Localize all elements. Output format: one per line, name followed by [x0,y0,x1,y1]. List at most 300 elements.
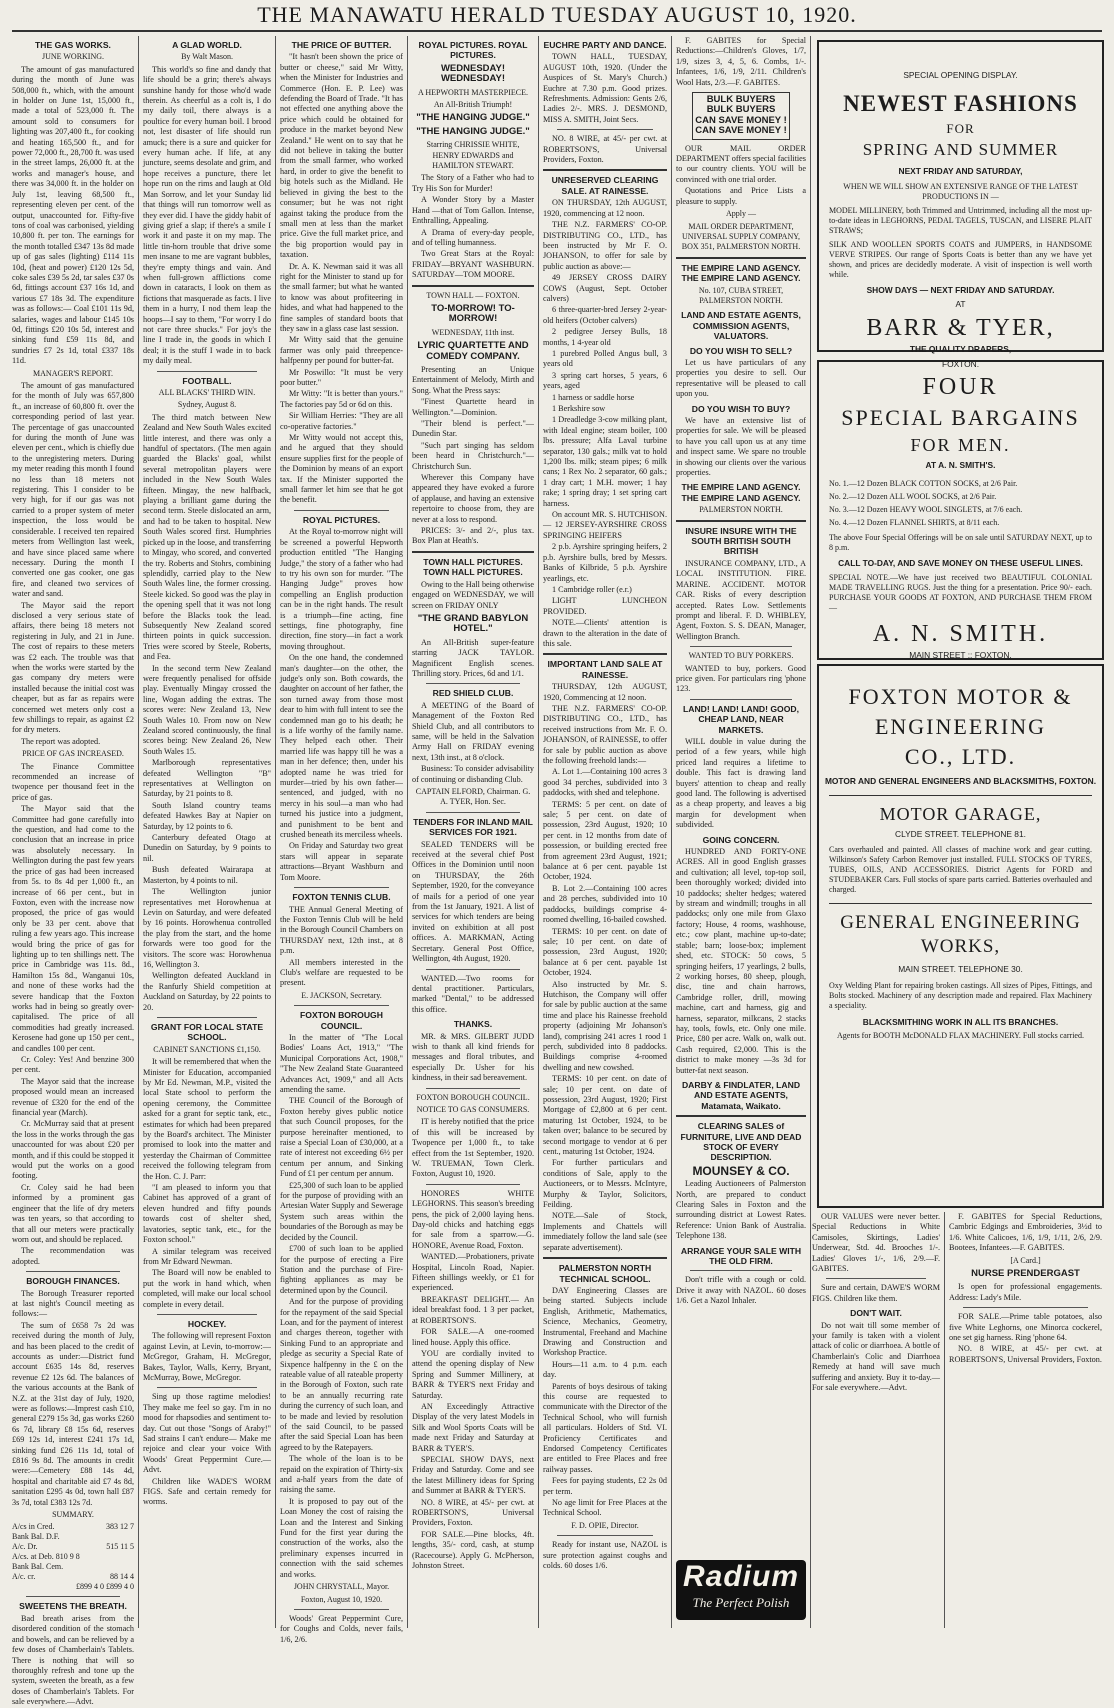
separator [412,551,534,553]
advert-paragraph: FOR SALE.—Prime table potatoes, also five White Leghorns, one Minorca cockerel, one set gig harness. Ring 'phone 64. [949,1312,1102,1343]
tenders-heading: TENDERS FOR INLAND MAIL SERVICES FOR 1921. [413,816,533,838]
column-rule [810,36,811,1628]
empire-heading: THE EMPIRE LAND AGENCY. THE EMPIRE LAND AGENCY. [681,262,801,284]
advert-headline: NEWEST FASHIONS [843,90,1078,116]
advert-line: BLACKSMITHING WORK IN ALL ITS BRANCHES. [862,1016,1059,1027]
advert-paragraph: THE N.Z. FARMERS' CO-OP. DISTRIBUTING CO., LTD., has received instructions from Mr. F. O. JOHANSON, of RAINESSE, to offer for sale by public auction as above the following freehold lands:— [543,703,667,765]
advert-paragraph: Agents for BOOTH McDONALD FLAX MACHINERY. Full stocks carried. [837,1031,1084,1040]
article-paragraph: The Borough Treasurer reported at last night's Council meeting as follows:— [12,1288,134,1319]
separator [557,129,653,130]
summary-row: Bank Bal. D.F. [12,1532,60,1542]
separator [543,1257,667,1259]
advert-paragraph: 1 Dreadledge 3-cow milking plant, with Ideal engine; steam boiler, 100 lbs. pressure; Alfa Laval turbine separator, 130 gals.; milk vat to hold 1,200 lbs. milk; steam pipes; 6 milk cans; 1 Rex No. 2 separator, 60 gals.; 1 dray cart; 1 M.H. mower; 1 hay rake; 1 spring dray; 1 set spring cart harness. [543,415,667,508]
card-label: [A Card.] [1010,1255,1041,1265]
gas-works-subheading: JUNE WORKING. [41,52,105,62]
advert-paragraph: YOU are cordially invited to attend the opening display of New Spring and Summer Millinery, at BARR & TYER'S next Friday and Saturday. [412,1348,534,1400]
advert-paragraph: A MEETING of the Board of Management of the Foxton Red Shield Club, and all contributors to same, will be held in the Salvation Army Hall on FRIDAY evening next, 13th inst., at 8 o'clock. [412,700,534,762]
bulk-line: BULK BUYERS [706,104,776,116]
article-paragraph: "It hasn't been shown the price of butter or cheese," said Mr Witty, when the Minister for Industries and Commerce (Hon. E. P. Lee) was defending the Board of Trade. "It has not effected one anything above the price which could be obtained for produce in the market beyond New Zealand." He went on to say that he did not believe in taking the butter from the small farmer, who worked hard, in order to give the benefit to big hotels such as the Midland. He believed in giving the best to the consumer; but he was not right against taking the produce from the small men at less than the market price. Give the full market price, and the big proportion would pay in taxation. [280,52,403,260]
advert-line: SHOW DAYS — NEXT FRIDAY AND SATURDAY. [866,285,1055,295]
separator [426,1184,520,1185]
separator [543,653,667,655]
article-paragraph: The whole of the loan is to be repaid on the expiration of Thirty-six and a-half years from the date of raising the same. [280,1454,403,1495]
article-paragraph: Cr. Coley: Yes! And benzine 300 per cent. [12,1055,134,1075]
land-agents-heading: LAND AND ESTATE AGENTS, COMMISSION AGENTS, VALUATORS. [681,310,801,342]
summary-row: £899 4 0 £899 4 0 [76,1582,134,1592]
land-sale-heading: IMPORTANT LAND SALE AT RAINESSE. [547,659,663,680]
article-paragraph: Cr. Coley said he had been informed by a prominent gas engineer that the life of dry meters was ten years, so that according to that all our meters were practically worn out, and should be replaced. [12,1182,134,1244]
article-paragraph: All members interested in the Club's welfare are requested to be present. [280,957,403,988]
advert-paragraph: The Story of a Father who had to Try His Son for Murder! [412,173,534,193]
advert-headline: MOTOR GARAGE, [879,803,1042,824]
advert-paragraph: TERMS: 5 per cent. on date of sale; 5 per cent. on date of possession, 23rd August, 1920; 10 per cent. in 12 months from date of possession, or building erected free from agreement 23rd August, 1921; balance at 6 per cent. payable 1st October, 1924. [543,799,667,882]
advert-paragraph: Don't trifle with a cough or cold. Drive it away with NAZOL. 60 doses 1/6. Get a Nazol Inhaler. [676,1275,806,1306]
advert-line: SPECIAL OPENING DISPLAY. [903,70,1018,80]
gas-works-heading: THE GAS WORKS. [35,40,111,50]
advert-line: FOXTON. [941,358,980,369]
glad-world-heading: A GLAD WORLD. [172,40,242,50]
byline: By Walt Mason. [181,52,233,62]
bargain-line: No. 4.—12 Dozen FLANNEL SHIRTS, at 8/11 each. [829,517,1000,527]
article-paragraph: £700 of such loan to be applied for the purpose of erecting a Fire Station and the purchase of Fire-fighting appliances as may be determined upon by the Council. [280,1244,403,1295]
advert-paragraph: 1 Berkshire sow [552,404,606,413]
advert-paragraph: WANTED.—Probationers, private Hospital, Lincoln Road, Napier. Fifteen shillings weekly, or £1 for experienced. [412,1252,535,1293]
advert-paragraph: 3 spring cart horses, 5 years, 6 years, aged [543,370,667,391]
football-heading: FOOTBALL. [182,375,232,386]
clearing-sale-heading: UNRESERVED CLEARING SALE. AT RAINESSE. [551,175,659,196]
article-paragraph: The amount of gas manufactured during the month of June was 508,000 ft., which, with the amount in holder on June 1st, 15,000 ft., made a total of 523,000 ft. The amount sold to consumers for lighting was 207,400 ft., for cooking and heating 165,500 ft., and for power 72,000 ft., 28,700 ft. was used in the street lamps, 26,000 ft. at the works and manager's house, and there was 34,000 ft. in the holder on July 1st, leaving 68,500 ft., representing eleven per cent. of the output, unaccounted for. Fifty-five tons of coal was carbonised, yielding 10,800 ft. per ton. The earnings for the month totalled £347 13s 8d made up of gas sales (lighting) £114 11s 10d, (heat and power) £120 12s 5d, coke sales £39 5s 2d, tar sales £37 0s 6d, fittings account £37 16s 1d, and various £7 18s 3d. The expenditure was as follows:— Coal £101 11s 9d, salaries, wages and labour £145 10s 0d, fittings £20 10s 5d, interest and sinking fund £59 11s 8d, and sundries £7 2s 1d, total £337 18s 11d. [12,64,134,366]
advert-paragraph: NO. 8 WIRE, at 45/- per cwt. at ROBERTSON'S, Universal Providers, Foxton. [949,1344,1102,1364]
advert-paragraph: MR. & MRS. GILBERT JUDD wish to thank all kind friends for messages and floral tributes, and especially Dr. Usher for his kindness, in their sad bereavement. [412,1031,534,1083]
council-heading: FOXTON BOROUGH COUNCIL. [300,1010,383,1031]
article-paragraph: The Wellington junior representatives met Horowhenua at Levin on Saturday, and were defeated by 16 points. Horowhenua controlled the play from the start, and the home forwards were too good for the visitors. The score was: Horowhenua 16, Wellington 3. [143,887,271,969]
signature: CAPTAIN ELFORD, Chairman. G. A. TYER, Hon. Sec. [415,787,531,807]
bulk-line: CAN SAVE MONEY ! [695,125,787,137]
foxton-motor-advert [817,664,1104,1208]
advert-paragraph: On account MR. S. HUTCHISON.— 12 JERSEY-AYRSHIRE CROSS SPRINGING HEIFERS [543,510,667,540]
advert-headline: GENERAL ENGINEERING [840,912,1081,933]
advert-line: CALL TO-DAY, AND SAVE MONEY ON THESE USEFUL LINES. [838,557,1083,568]
sweetens-heading: SWEETENS THE BREATH. [19,1601,127,1612]
advert-paragraph: SPECIAL NOTE.—We have just received two BEAUTIFUL COLONIAL MADE TRAVELLING RUGS. Just the thing for a presentation. Price 90/- each. PURCHASE YOUR GOODS AT FOXTON, AND PURCHASE THEM FROM — [829,573,1092,612]
advert-paragraph: We have an extensive list of properties for sale. We will be pleased to have you call upon us at any time and inspect same. We spare no trouble in showing our clients over the various properties. [676,416,806,478]
separator [157,1387,257,1388]
article-paragraph: The recommendation was adopted. [12,1246,134,1266]
advert-paragraph: An All-British super-feature starring JACK TAYLOR. Magnificent English scenes. Thrilling story. Prices, 6d and 1/1. [412,637,534,678]
column-2 [143,36,271,1628]
advert-headline: SPRING AND SUMMER [862,139,1059,159]
article-paragraph: And for the purpose of providing for the repayment of the said Special Loan, and for the payment of interest and charges thereon, together with Sinking Fund to an appropriate and pledge as security a Special Rate of Sixpence halfpenny in the £ on the rateable value of all rateable property in the Borough of Foxton, such rate to be an annually recurring rate during the currency of such loan, and to be made and levied by resolution of the said Council, to be passed after the said Special Loan has been agreed to by the Ratepayers. [280,1297,403,1452]
babylon-title: "THE GRAND BABYLON HOTEL." [417,612,529,635]
advert-paragraph: Woods' Great Peppermint Cure, for Coughs and Colds, never fails, 1/6, 2/6. [280,1613,403,1644]
football-subheading: ALL BLACKS' THIRD WIN. [158,388,256,397]
advert-paragraph: PRICES: 3/- and 2/-, plus tax. Box Plan at Heath's. [412,526,534,546]
column-5 [543,36,667,1628]
advert-paragraph: TERMS: 10 per cent. on date of sale; 10 per cent. on date of possession, 23rd August, 1920; First Mortgage of £2,800 at 6 per cent. maturing 1st October, 1924, to be taken over; balance to be secured by second mortgage to vendor at 6 per cent., maturing 1st October, 1924. [543,1074,667,1157]
column-rule [407,36,408,1628]
advert-paragraph: No age limit for Free Places at the Technical School. [543,1498,667,1518]
advert-paragraph: SILK AND WOOLLEN SPORTS COATS and JUMPERS, in HANDSOME VERVE STRIPES. Our range of Sports Coats is better than any we have yet shown, and prices are decidedly moderate. A visit of inspection is well worth while. [829,240,1092,279]
separator [676,257,806,259]
advert-paragraph: Oxy Welding Plant for repairing broken castings. All sizes of Pipes, Fittings, and Bolts stocked. Machinery of any description made and repaired. Flax Machinery a speciality. [829,980,1092,1010]
advert-paragraph: 2 pedigree Jersey Bulls, 18 months, 1 4-year old [543,327,667,347]
clearing-sales-heading: CLEARING SALES of FURNITURE, LIVE AND DEAD STOCK OF EVERY DESCRIPTION. [680,1121,802,1163]
article-paragraph: The following will represent Foxton against Levin, at Levin, to-morrow:— McGregor, Graham, H. McGregor, Bakes, Taylor, Walls, Kerry, Bryant, McMurray, Bowe, McGregor. [143,1331,271,1382]
bulk-line: CAN SAVE MONEY ! [695,114,787,126]
article-paragraph: Bush defeated Wairarapa at Masterton, by 4 points to nil. [143,865,271,885]
article-paragraph: Bad breath arises from the disordered condition of the stomach and bowels, and can be relieved by a few doses of Chamberlain's Tablets. There is nothing that will so thoroughly refresh and tone up the system, sweeten the breath, as a few doses of Chamberlain's Tablets. For sale everywhere.—Advt. [12,1613,134,1707]
bargain-line: No. 1.—12 Dozen BLACK COTTON SOCKS, at 2/6 Pair. [829,478,1018,488]
advert-headline: BARR & TYER, [866,315,1055,341]
advert-paragraph: WANTED to buy, porkers. Good price given. For particulars ring 'phone 123. [676,663,806,694]
royal-ad-day: WEDNESDAY! WEDNESDAY! [440,62,506,85]
advert-paragraph: LIGHT LUNCHEON PROVIDED. [543,596,667,616]
advert-line: MAIN STREET :: FOXTON. [909,650,1012,660]
advert-line: MAIL ORDER DEPARTMENT, UNIVERSAL SUPPLY COMPANY, BOX 351, PALMERSTON NORTH. [681,221,801,252]
arrange-line: ARRANGE YOUR SALE WITH THE OLD FIRM. [680,1245,802,1267]
advert-paragraph: NO. 8 WIRE, at 45/- per cwt. at ROBERTSON'S, Universal Providers, Foxton. [412,1497,534,1528]
article-paragraph: The report was adopted. [21,736,101,746]
insure-heading: INSURE INSURE WITH THE SOUTH BRITISH SOUTH BRITISH [685,525,797,557]
advert-paragraph: A. Lot 1.—Containing 100 acres 3 good 34 perches, subdivided into 3 paddocks, with shed and telephone. [543,767,667,798]
porkers-heading: WANTED TO BUY PORKERS. [688,651,794,661]
dont-wait-heading: DON'T WAIT. [850,1308,902,1319]
article-paragraph: South Island country teams defeated Hawkes Bay at Napier on Saturday, by 12 points to 6. [143,800,271,831]
advert-paragraph: Let us have particulars of any properties you desire to sell. Our representative will be pleased to call upon you. [676,357,806,399]
nurse-heading: NURSE PRENDERGAST [971,1268,1080,1280]
redshield-heading: RED SHIELD CLUB. [432,688,514,699]
advert-paragraph: "Their blend is perfect."—Dunedin Star. [412,419,534,439]
advert-paragraph: Wherever this Company have appeared they have evoked a furore of applause, and having an extensive repertoire to choose from, they are never at a loss to respond. [412,473,534,524]
butter-heading: THE PRICE OF BUTTER. [291,40,392,50]
empire2-address: PALMERSTON NORTH. [699,505,783,515]
column-6 [676,36,806,1628]
advert-paragraph: NOTE.—Clients' attention is drawn to the alteration in the date of this sale. [543,618,667,648]
summary-row: A/cs. at Deb. 810 9 8 [12,1552,80,1562]
advert-paragraph: Parents of boys desirous of taking this course are requested to communicate with the Director of the Technical School, who will furnish all particulars. Holders of Std. VI. Proficiency Certificates and Endorsed Competency Certificates are entitled to Free Places and free railway passes. [543,1381,667,1474]
advert-paragraph: Ready for instant use, NAZOL is sure protection against coughs and colds. 60 doses 1/6. [543,1540,667,1571]
empire-address: No. 107, CUBA STREET, PALMERSTON NORTH. [698,285,784,305]
article-paragraph: THE Annual General Meeting of the Foxton Tennis Club will be held in the Borough Council Chambers on THURSDAY next, 12th inst., at 8 p.m. [280,904,403,956]
article-paragraph: The Mayor said that the increase proposed would mean an increased revenue of £320 for the end of the financial year (March). [12,1076,134,1118]
advert-line: AT [955,298,966,309]
townhall-line: TOWN HALL — FOXTON. [426,290,520,300]
separator [690,699,792,700]
advert-headline: WORKS, [920,936,1001,957]
article-paragraph: On Friday and Saturday two great stars will appear in separate attractions—Bryant Washburn and Tom Moore. [280,841,403,882]
separator [829,903,1092,904]
advert-paragraph: Hours—11 a.m. to 4 p.m. each day. [543,1359,667,1380]
radium-tagline: The Perfect Polish [692,1595,790,1610]
summary-row: Bank Bal. Cem. [12,1562,64,1572]
advert-paragraph: "Such part singing has seldom been heard in Christchurch."—Christchurch Sun. [412,440,534,471]
article-paragraph: In the second term New Zealand were frequently penalised for offside play. Eventually Mingay crossed the line, Wogan adding the extras. The scores were: New Zealand 13, New South Wales 10. From now on New Zealand scored continuously, the final scores being: New Zealand 26, New South Wales 15. [143,663,271,756]
advert-paragraph: WILL double in value during the period of a few years, while high priced land requires a lifetime to double. This fact is drawing land buyers' attention to cheap and really good land. The following is advertised as a cheap property, and leaves a big margin for development when subdivided. [676,736,806,830]
separator [157,1017,257,1018]
royal-ad-title: "THE HANGING JUDGE." [416,112,530,124]
empire2-heading: THE EMPIRE LAND AGENCY. THE EMPIRE LAND AGENCY. [681,482,801,503]
advert-paragraph: Sing up those ragtime melodies! They make me feel so gay. I'm in no mood for rhapsodies and sentiment to-day. Cut out those "Songs of Araby!" Sad strains I can't endure— Make me rejoice and clear your voice With Woods' Great Peppermint Cure.—Advt. [143,1392,271,1475]
article-paragraph: Mr Witty said that the genuine farmer was only paid threepence-halfpenny per pound for butter-fat. [280,335,403,366]
separator [426,969,520,970]
advert-line: CLYDE STREET. TELEPHONE 81. [895,828,1026,839]
royal-ad-line: An All-British Triumph! [433,100,513,110]
article-paragraph: THE Council of the Borough of Foxton hereby gives public notice that such Council proposes, for the purpose hereinafter mentioned, to raise a Special Loan of £30,000, at a rate of interest not exceeding 6½ per centum per annum, and Sinking Fund of £1 per centum per annum. [280,1096,403,1179]
advert-paragraph: Children like WADE'S WORM FIGS. Safe and certain remedy for worms. [143,1476,271,1507]
advert-paragraph: For further particulars and conditions of Sale, apply to the Auctioneers, or to Messrs. McIntyre, Murphy & Taylor, Solicitors, Feilding. [543,1158,667,1210]
mounsey-name: MOUNSEY & CO. [692,1163,790,1178]
separator [963,1307,1088,1308]
borough-finances-heading: BOROUGH FINANCES. [26,1276,120,1287]
bottom-ads-right [949,1212,1102,1628]
advert-paragraph: 1 purebred Polled Angus bull, 3 years old [543,348,667,369]
article-paragraph: In the matter of "The Local Bodies' Loans Act, 1913," "The Municipal Corporations Act, 1908," "The New Zealand State Guaranteed Advances Act, 1909," and all Acts amending the same. [280,1032,403,1094]
advert-paragraph: WHEN WE WILL SHOW AN EXTENSIVE RANGE OF THE LATEST PRODUCTIONS IN — [843,182,1078,201]
technical-school-heading: PALMERSTON NORTH TECHNICAL SCHOOL. [558,1263,652,1284]
advert-paragraph: AN Exceedingly Attractive Display of the very latest Models in Silk and Wool Sports Coats will be made next Friday and Saturday at BARR & TYER'S. [412,1401,534,1453]
advert-paragraph: 1 harness or saddle horse [552,392,635,402]
advert-paragraph: Owing to the Hall being otherwise engaged on WEDNESDAY, we will screen on FRIDAY ONLY [412,579,535,610]
article-paragraph: Canterbury defeated Otago at Dunedin on Saturday, by 9 points to nil. [143,833,271,863]
article-paragraph: £25,300 of such loan to be applied for the purpose of providing with an Artesian Water Supply and Sewerage System such areas within the boundaries of the Borough as may be decided by the Council. [280,1180,403,1242]
column-1 [12,36,134,1707]
advert-headline: SPECIAL BARGAINS [841,405,1080,430]
advert-headline: FOUR [922,374,999,400]
advert-line: FOR [946,120,975,136]
article-paragraph: Mr Witty: "It is better than yours." The factories pay 5d or 6d on this. [280,389,403,409]
separator [294,1609,389,1610]
separator [690,646,792,647]
separator [157,371,257,372]
advert-paragraph: HONORES WHITE LEGHORNS. This season's breeding pens, the pick of 2,000 laying hens. Day-old chicks and hatching eggs for sale from a sparrow.—G. HONORE, Avenue Road, Foxton. [412,1188,534,1250]
radium-logo-text: Radium [682,1560,799,1593]
advert-paragraph: OUR VALUES were never better. Special Reductions in White Camisoles, Skirtings, Ladies' Underwear, Std. 4d. Brooches 1/-. Ladies' Gloves 1/-, 1/6, 2/9.—F. GABITES. [812,1212,940,1274]
advert-paragraph: F. GABITES for Special Reductions:—Children's Gloves, 1/7, 1/9, sizes 3, 4, 5, 6. Combs, 1/-. Infantees, 1/6, 1/9, 2/11. Children's Wool Hats, 2/3.—F. GABITES. [676,36,806,87]
advert-headline: CO., LTD. [904,744,1017,769]
advert-paragraph: INSURANCE COMPANY, LTD., A LOCAL INSTITUTION. FIRE. MARINE. ACCIDENT. MOTOR CAR. Risks of every description accepted. Rates Low. Settlements prompt and liberal. F. D. WHIBLEY, Agent, Foxton. S. S. DEAN, Manager, Wellington Branch. [676,558,806,641]
article-paragraph: "I am pleased to inform you that Cabinet has approved of a grant of eleven hundred and fifty pounds towards cost of shelter shed, lavatories, septic tank, etc., for the Foxton school." [143,1183,271,1245]
separator [826,1278,926,1279]
advert-line: MAIN STREET. TELEPHONE 30. [898,964,1023,974]
advert-paragraph: THURSDAY, 12th AUGUST, 1920, Commencing at 12 noon. [543,682,667,702]
royal-pictures-heading: ROYAL PICTURES. [302,514,381,525]
consumers-heading: FOXTON BOROUGH COUNCIL. [416,1092,530,1102]
article-paragraph: The amount of gas manufactured for the month of July was 657,800 ft., an increase of 60,800 ft. over the corresponding period of last year. The percentage of gas unaccounted for during the month of June was eleven per cent., which is chiefly due to the unregistering meters. During my meter reading this month I found no less than 18 meters not registering. This I consider to be very high, for if our gas was not carried to a proper system of meter inspection, the loss would be considerable. I received ten repaired meters from Wellington last week, and have since placed same where necessary. During the month I converted one gas cooker, one gas fire, and cleaned two services of water and sand. [12,381,134,599]
summary-row: A/cs in Cred. 383 12 7 [12,1522,134,1532]
advert-paragraph: BREAKFAST DELIGHT.— An ideal breakfast food. 1 3 per packet, at ROBERTSON'S. [412,1294,534,1325]
column-rule [138,36,139,1628]
townpics-heading: TOWN HALL PICTURES. TOWN HALL PICTURES. [423,556,523,578]
advert-paragraph: OUR MAIL ORDER DEPARTMENT offers special facilities to our country clients. YOU will be convinced with one trial order. [676,143,806,184]
land-cheap-heading: LAND! LAND! LAND! GOOD, CHEAP LAND, NEAR MARKETS. [683,703,799,735]
bulk-line: BULK BUYERS [706,94,776,106]
column-rule [538,36,539,1628]
advert-line: MOTOR AND GENERAL ENGINEERS AND BLACKSMITHS, FOXTON. [824,776,1097,786]
separator [690,1270,792,1271]
column-rule [275,36,276,1628]
separator [294,887,389,888]
advert-line: Apply — [726,209,756,219]
article-paragraph: Wellington defeated Auckland in the Ranfurly Shield competition at Auckland on Saturday, by 22 points to 20. [143,971,271,1012]
article-paragraph: The third match between New Zealand and New South Wales excited little interest, and there was only a handful of spectators. (The men again guarded the Blacks' goal, whilst several metropolitan players were included in the New South Wales fifteen. Mingay, the new halfback, playing a brilliant game during the second term. Steele dislocated an arm, and had to be taken to hospital. New South Wales scored first. Humphries picked up in the loose, and transferring to Mingay, who scored, and converted the try. Roberts and Stohrs, combining splendidly, carried play to the New South Wales line, the former crossing. Steele kicked. So good was the play in the opening spell that it was not long before the Blacks took the lead. Subsequently New Zealand scored thirteen points in quick succession. Tries were scored by Steele, Roberts, and Fea. [143,412,272,662]
dateline: Sydney, August 8. [177,400,237,410]
buy-heading: DO YOU WISH TO BUY? [691,403,791,414]
advert-line: THE QUALITY DRAPERS, [909,344,1012,354]
advert-paragraph: NO. 8 WIRE, at 45/- per cwt. at ROBERTSON'S, Universal Providers, Foxton. [543,134,667,165]
signature: E. JACKSON, Secretary. [301,990,382,1000]
sell-heading: DO YOU WISH TO SELL? [689,345,793,356]
lyric-heading: LYRIC QUARTETTE AND COMEDY COMPANY. [417,340,529,362]
thanks-heading: THANKS. [453,1019,493,1030]
article-paragraph: A similar telegram was received from Mr Edward Newman. [143,1246,271,1266]
grant-subheading: CABINET SANCTIONS £1,150. [153,1044,261,1054]
advert-paragraph: B. Lot 2.—Containing 100 acres and 28 perches, subdivided into 10 paddocks, buildings comprise 4-roomed dwelling, 16-bailed cowshed. [543,883,667,925]
bargain-line: No. 3.—12 Dozen HEAVY WOOL SINGLETS, at 7/6 each. [829,504,1023,514]
radium-polish-logo [676,1560,806,1620]
masthead-rule [12,30,1102,32]
article-paragraph: Mr Witty would not accept this, and he argued that they should ensure supplies first for the people of the Dominion by means of an export tax. If the Minister supported the small farmer let him see that he got the benefit. [280,433,403,505]
advert-paragraph: "Finest Quartette heard in Wellington."—Dominion. [412,397,534,417]
dateline: Foxton, August 10, 1920. [300,1594,383,1604]
an-smith-advert [817,360,1104,660]
separator [157,1314,257,1315]
advert-paragraph: TOWN HALL, TUESDAY, AUGUST 10th, 1920. (Under the Auspices of St. Mary's Church.) Euchre at 7.30 p.m. Good prizes. Refreshments. Admission: Gents 2/6, Ladies 2/-. MRS. J. DESMOND, MISS A. SMITH, Joint Secs. [543,52,667,124]
column-rule [944,1212,945,1628]
advert-headline: FOXTON MOTOR & [848,684,1073,709]
separator [294,510,389,511]
separator [676,1115,806,1117]
separator [426,812,520,813]
article-paragraph: Cr. McMurray said that at present the loss in the works through the gas unaccounted for was about £20 per month, and if this could be stopped it would put the works on a good footing. [12,1119,134,1181]
advert-paragraph: F. GABITES for Special Reductions, Cambric Edgings and Embroideries, 3½d to 1/6. White Calicoes, 1/6, 1/9, 1/11, 2/6, 2/9. Bootees, Infantees.—F. GABITES. [949,1212,1102,1253]
separator [426,1088,520,1089]
separator [426,683,520,684]
advert-line: NEXT FRIDAY AND SATURDAY, [898,165,1023,176]
article-paragraph: The sum of £658 7s 2d was received during the month of July, and has been placed to the credit of accounts as under:—District fund account £635 14s 8d, reserves revenue £2 12s 6d. The balances of the various accounts at the Bank of N.Z. at the 31st day of July, 1920, were as follows:—Imprest cash £10, general £279 15s 3d, gas works £260 6s 7d, library £8 15s 6d, reserves £69 12s 1d, interest £241 17s 1d, sinking fund £26 11s 1d, total of £816 9s 8d. The amounts in credit were:—Cemetery £88 14s 4d, hospital and charitable aid £7 4s 8d, sanitation £295 4s 0d, town hall £87 3s 7d, total £383 12s 7d. [12,1320,134,1507]
grant-heading: GRANT FOR LOCAL STATE SCHOOL. [150,1021,264,1043]
advert-paragraph: DAY Engineering Classes are being started. Subjects include English, Arithmetic, Mathematics, Science, Mechanics, Geometry, Instrumental, Freehand and Machine Drawing and Construction and Workshop Practice. [543,1285,667,1358]
article-paragraph: This world's so fine and dandy that life should be a grin; there's always sunshine handy for those who'd wade therein. As cheerful as a colt is, I do my daily toil, there always is a poultice for every human boil. I brood not, lest disaster of life should run amuck; there is a sure and quicker for every human ache. If life, at any juncture, seems desolate and grim, and hope receives a puncture, there let hope run on the rims and laugh at Old Man Sorrow, and let your Sunday lid that things will run tomorrow well as they ever did. I have the giddy habit of giving grief a slap; if there's a smile I work it and paste it on my map. The little tin-horn trouble that drive some men insane to me are vagrant bubbles, they're empty things and vain. And when full-grown afflictions come down in cataracts, I look on them as fictions that masquerade as facts. I live them in a hurry, I nod them leap the hoops—I say to them, "For worry I do not care three shucks." For joy's the line I trade in, the goods in which I deal; it is the stuff I wade in to back my daily meal. [143,64,271,366]
advert-line: AT A. N. SMITH'S. [925,460,996,470]
barr-tyer-advert [817,40,1104,369]
euchre-heading: EUCHRE PARTY AND DANCE. [543,40,667,50]
advert-paragraph: Also instructed by Mr. S. Hutchison, the Company will offer for sale by public auction at the same time and place his Rainesse freehold property (adjoining Mr Johanson's land), comprising 241 acres 1 rood 1 perch, subdivided into 8 paddocks. Buildings comprise 4-roomed dwelling and new cowshed. [543,979,667,1072]
article-paragraph: Dr. A. K. Newman said it was all right for the Minister to stand up for the small farmer; but what he wanted to know was about profiteering in hides, and what had happened to the fine samples of standard boots that they saw in a glass case last session. [280,261,403,333]
royal-ad-title: "THE HANGING JUDGE." [416,125,530,137]
tomorrow-line: TO-MORROW! TO-MORROW! [431,302,515,325]
separator [543,169,667,171]
advert-paragraph: FOR SALE.—A one-roomed lined house. Apply this office. [412,1327,534,1347]
separator [412,285,534,287]
summary-row: A/c. Dr. 515 11 5 [12,1542,134,1552]
advert-paragraph: Is open for professional engagements. Address: Lady's Mile. [949,1282,1102,1302]
separator [829,795,1092,796]
advert-paragraph: SPECIAL SHOW DAYS, next Friday and Saturday. Come and see the latest Millinery ideas for Spring and Summer at BARR & TYER'S. [412,1454,534,1496]
bottom-ads-left [812,1212,940,1628]
advert-paragraph: Presenting an Unique Entertainment of Melody, Mirth and Song. What the Press says: [412,364,534,395]
summary-row: A/c. cr. 88 14 4 [12,1572,134,1582]
article-paragraph: It is proposed to pay out of the Loan Money the cost of raising the Loan and the Interest and Sinking Fund for the first year during the construction of the works, also the preliminary expenses incurred in connection with the said schemes and works. [280,1496,403,1579]
separator [26,1271,120,1272]
article-paragraph: The Board will now be enabled to put the work in hand which, when completed, will make our local school complete in every detail. [143,1268,271,1309]
advert-paragraph: Do not wait till some member of your family is taken with a violent attack of colic or diarrhoea. A bottle of Chamberlain's Colic and Diarrhoea Remedy at hand will save much suffering and anxiety. Buy it to-day.—For sale everywhere.—Advt. [812,1320,940,1393]
article-paragraph: It will be remembered that when the Minister for Education, accompanied by Mr Ed. Newman, M.P., visited the local State school to perform the opening ceremony, the Committee asked for a grant for septic tank, etc., estimates for which had been prepared by the Board's architect. The Minister promised to look into the matter and yesterday the Chairman of Committee received the following telegram from the Hon. C. J. Parr: [143,1057,271,1181]
column-4 [412,36,534,1628]
separator [557,1535,653,1536]
advert-paragraph: NOTE.—Sale of Stock, Implements and Chattels will immediately follow the land sale (see separate advertisement). [543,1211,667,1252]
advert-headline: ENGINEERING [874,714,1047,739]
royal-ad-starring: Starring CHRISSIE WHITE, HENRY EDWARDS and HAMILTON STEWART. [426,140,520,171]
advert-paragraph: Two Great Stars at the Royal: FRIDAY—BRYANT WASHBURN. SATURDAY—TOM MOORE. [412,249,534,280]
summary-table [12,1522,134,1592]
advert-paragraph: IT is hereby notified that the price of this will be increased by Twopence per 1,000 ft., to take effect from the 1st September, 1920. W. TRUEMAN, Town Clerk. Foxton, August 10, 1920. [412,1117,534,1179]
darby-line: DARBY & FINDLATER, LAND AND ESTATE AGENTS, Matamata, Waikato. [681,1079,801,1111]
article-paragraph: Marlborough representatives defeated Wellington "B" representatives at Wellington on Saturday, by 21 points to 8. [143,758,271,799]
signature: F. D. OPIE, Director. [571,1520,639,1530]
tennis-heading: FOXTON TENNIS CLUB. [292,892,391,903]
article-paragraph: The Mayor said that the Committee had gone carefully into the question, and had come to the conclusion that an increase in price was absolutely necessary. In Wellington during the past few years the price of gas had been increased from 5s. to 8s 4d per 1,000 ft., an increase of 66 per cent., but in Foxton, even with the increase now proposed, the price of gas would only be 33 per cent. above that ruling a few years ago. This increase would bring the price of gas for lighting up to ten shillings nett. The price in Cambridge was 11s. 8d., Hamilton 15s 8d., Wanganui 10s, and none of these works had the severe handicap that the Foxton works had in being so greatly over-capitalised. The price of all commodities had greatly increased. Kerosene had gone up 150 per cent., and candles 100 per cent. [12,804,134,1053]
article-paragraph: The Mayor said the report disclosed a very serious state of affairs, there being 18 meters not registering in July, and 21 in June. The cost of repairs to these meters was £2 each. The trouble was that when the works were started by the gas company dry meters were installed because the initial cost was cheaper, but as far as repairs were concerned wet meters only cost a few shillings to repair, as against £2 for dry meters. [12,600,134,735]
bulk-buyers-box [692,92,790,140]
advert-paragraph: WANTED.—Two rooms for dental practitioner. Particulars, marked "Dental," to be addressed this office. [412,973,534,1014]
consumers-heading: NOTICE TO GAS CONSUMERS. [416,1104,530,1114]
advert-paragraph: 2 p.b. Ayrshire springing heifers, 2 p.b. Ayrshire bulls, bred by Messrs. Banks of Kilbride, 5 p.b. Ayrshire yearlings, etc. [543,542,667,583]
royal-ad-line: A HEPWORTH MASTERPIECE. [418,87,528,97]
advert-headline: FOR MEN. [910,435,1011,455]
column-3 [280,36,403,1644]
separator [26,1596,120,1597]
advert-paragraph: 1 Cambridge roller (e.r.) [552,584,632,594]
article-paragraph: The Finance Committee recommended an increase of twopence per thousand feet in the price of gas. [12,761,134,802]
advert-paragraph: 6 three-quarter-bred Jersey 2-year-old heifers (October calvers) [543,305,667,325]
separator [294,1005,389,1006]
going-concern-heading: GOING CONCERN. [702,834,780,845]
advert-paragraph: TERMS: 10 per cent. on date of sale; 10 per cent. on date of possession, 23rd August, 1920; balance at 6 per cent. payable 1st October, 1924. [543,926,667,978]
advert-paragraph: A Drama of every-day people, and of telling humanness. [412,227,534,247]
separator [676,520,806,522]
bargain-line: No. 2.—12 Dozen ALL WOOL SOCKS, at 2/6 Pair. [829,491,997,501]
article-paragraph: At the Royal to-morrow night will be screened a powerful Hepworth production entitled "The Hanging Judge," the story of a father who had to try his own son for murder. "The Hanging Judge" proves how compelling an English production can be in the right hands. The result is a triumph—fine acting, fine settings, fine photography, fine direction, fine story—in fact a work moving throughout. [280,527,403,651]
column-rule [671,36,672,1628]
advert-headline: A. N. SMITH. [872,621,1049,647]
date-line: WEDNESDAY, 11th inst. [431,327,515,337]
signature: JOHN CHRYSTALL, Mayor. [293,1582,390,1592]
article-paragraph: Sir William Herries: "They are all co-operative factories." [280,411,403,431]
advert-paragraph: SEALED TENDERS will be received at the several chief Post Offices in the Dominion until noon on THURSDAY, the 26th September, 1920, for the conveyance of mails for a period of one year from the 1st January, 1921. A list of services for which tenders are being invited on exhibition at all post offices. A. MARKMAN, Acting Secretary. General Post Office, Wellington, 4th August, 1920. [412,839,534,964]
advert-paragraph: ON THURSDAY, 12th AUGUST, 1920, commencing at 12 noon. [543,198,667,218]
advert-paragraph: 49 JERSEY CROSS DAIRY COWS (August, Sept. October calvers) [543,273,667,303]
hockey-heading: HOCKEY. [187,1318,227,1329]
advert-paragraph: FOR SALE.—Pine blocks, 4ft. lengths, 35/- cord, cash, at stump (Racecourse). Apply G. McPherson, Johnston Street. [412,1529,534,1571]
masthead: THE MANAWATU HERALD TUESDAY AUGUST 10, 1920. [257,2,857,27]
article-subheading: MANAGER'S REPORT. [33,368,113,378]
article-paragraph: On the one hand, the condemned man's daughter—on the other, the judge's only son. Both cowards, the daughter on account of her father, the son turned away from those most dear to him with full intent to see the condemned man go to his death; he is a life worthy of the family name. They helped each other. Their married life was happy till he was a man in her defence; then, under his adopted name he was tried for murder—tried by his own father—sentenced, and judged, with no mercy in his soul—a man who had turned his justice into a judgment, and punishment to be bent and crushed beneath its merciless wheels. [280,653,403,840]
summary-heading: SUMMARY. [52,1510,94,1520]
advert-paragraph: MODEL MILLINERY, both Trimmed and Untrimmed, including all the most up-to-date ideas in LEGHORNS, PEDAL TAGELS, TUSCAN, and LISERE PLAIT STRAWS; [829,206,1092,235]
advert-paragraph: THE N.Z. FARMERS' CO-OP. DISTRIBUTING CO., LTD., has been instructed by Mr F. O. JOHANSON, to offer for sale by public auction as above:— [543,220,667,271]
advert-paragraph: Quotations and Price Lists a pleasure to supply. [676,186,806,206]
advert-paragraph: Fees for paying students, £2 2s 0d per term. [543,1476,667,1496]
advert-paragraph: Sure and certain, DAWE'S WORM FIGS. Children like them. [812,1283,940,1303]
advert-paragraph: Cars overhauled and painted. All classes of machine work and gear cutting. Wilkinson's Safety Carbon Remover just installed. FULL STOCKS OF TYRES, TUBES, OILS, AND ACCESSORIES. District Agents for FORD and STUDEBAKER Cars. Full stocks of spare parts carried. Batteries overhauled and charged. [829,845,1092,894]
advert-paragraph: Business: To consider advisability of continuing or disbanding Club. [412,764,534,784]
royal-ad-heading: ROYAL PICTURES. ROYAL PICTURES. [418,40,528,61]
article-paragraph: Mr Poswillo: "It must be very poor butter." [280,367,403,387]
article-subheading: PRICE OF GAS INCREASED. [22,749,124,759]
advert-paragraph: Leading Auctioneers of Palmerston North, are prepared to conduct Clearing Sales in Foxton and the surrounding district at Lowest Rates. Reference: Union Bank of Australia. Telephone 138. [676,1179,806,1241]
advert-paragraph: HUNDRED AND FORTY-ONE ACRES. All in good English grasses and cultivation; all level, top-top soil, been thoroughly worked; divided into 10 paddocks; shelter hedges; watered by stream and windmill; troughs in all paddocks; only one mile from Glaxo factory; House, 4 rooms, washhouse, etc.; cow plant, machine up-to-date; stable; barn; loose-box; implement shed, etc. STOCK: 50 cows, 5 springing heifers, 17 yearlings, 2 bulls, 2 working horses, 80 sheep, plough, disc, tine and chain harrows, Cambridge roller, drill, mowing machine, cart and harness, gig and harness, separator, milkcans, 2 stacks hay, tools, fowls, etc. Only one mile. Price, £80 per acre. Walk on, walk out. Cash required, £2,000. This is the district to make money —3s 3d for butter-fat next season. [676,847,806,1075]
advert-paragraph: A Wonder Story by a Master Hand —that of Tom Gallon. Intense, Enthralling, Appealing. [412,195,534,226]
